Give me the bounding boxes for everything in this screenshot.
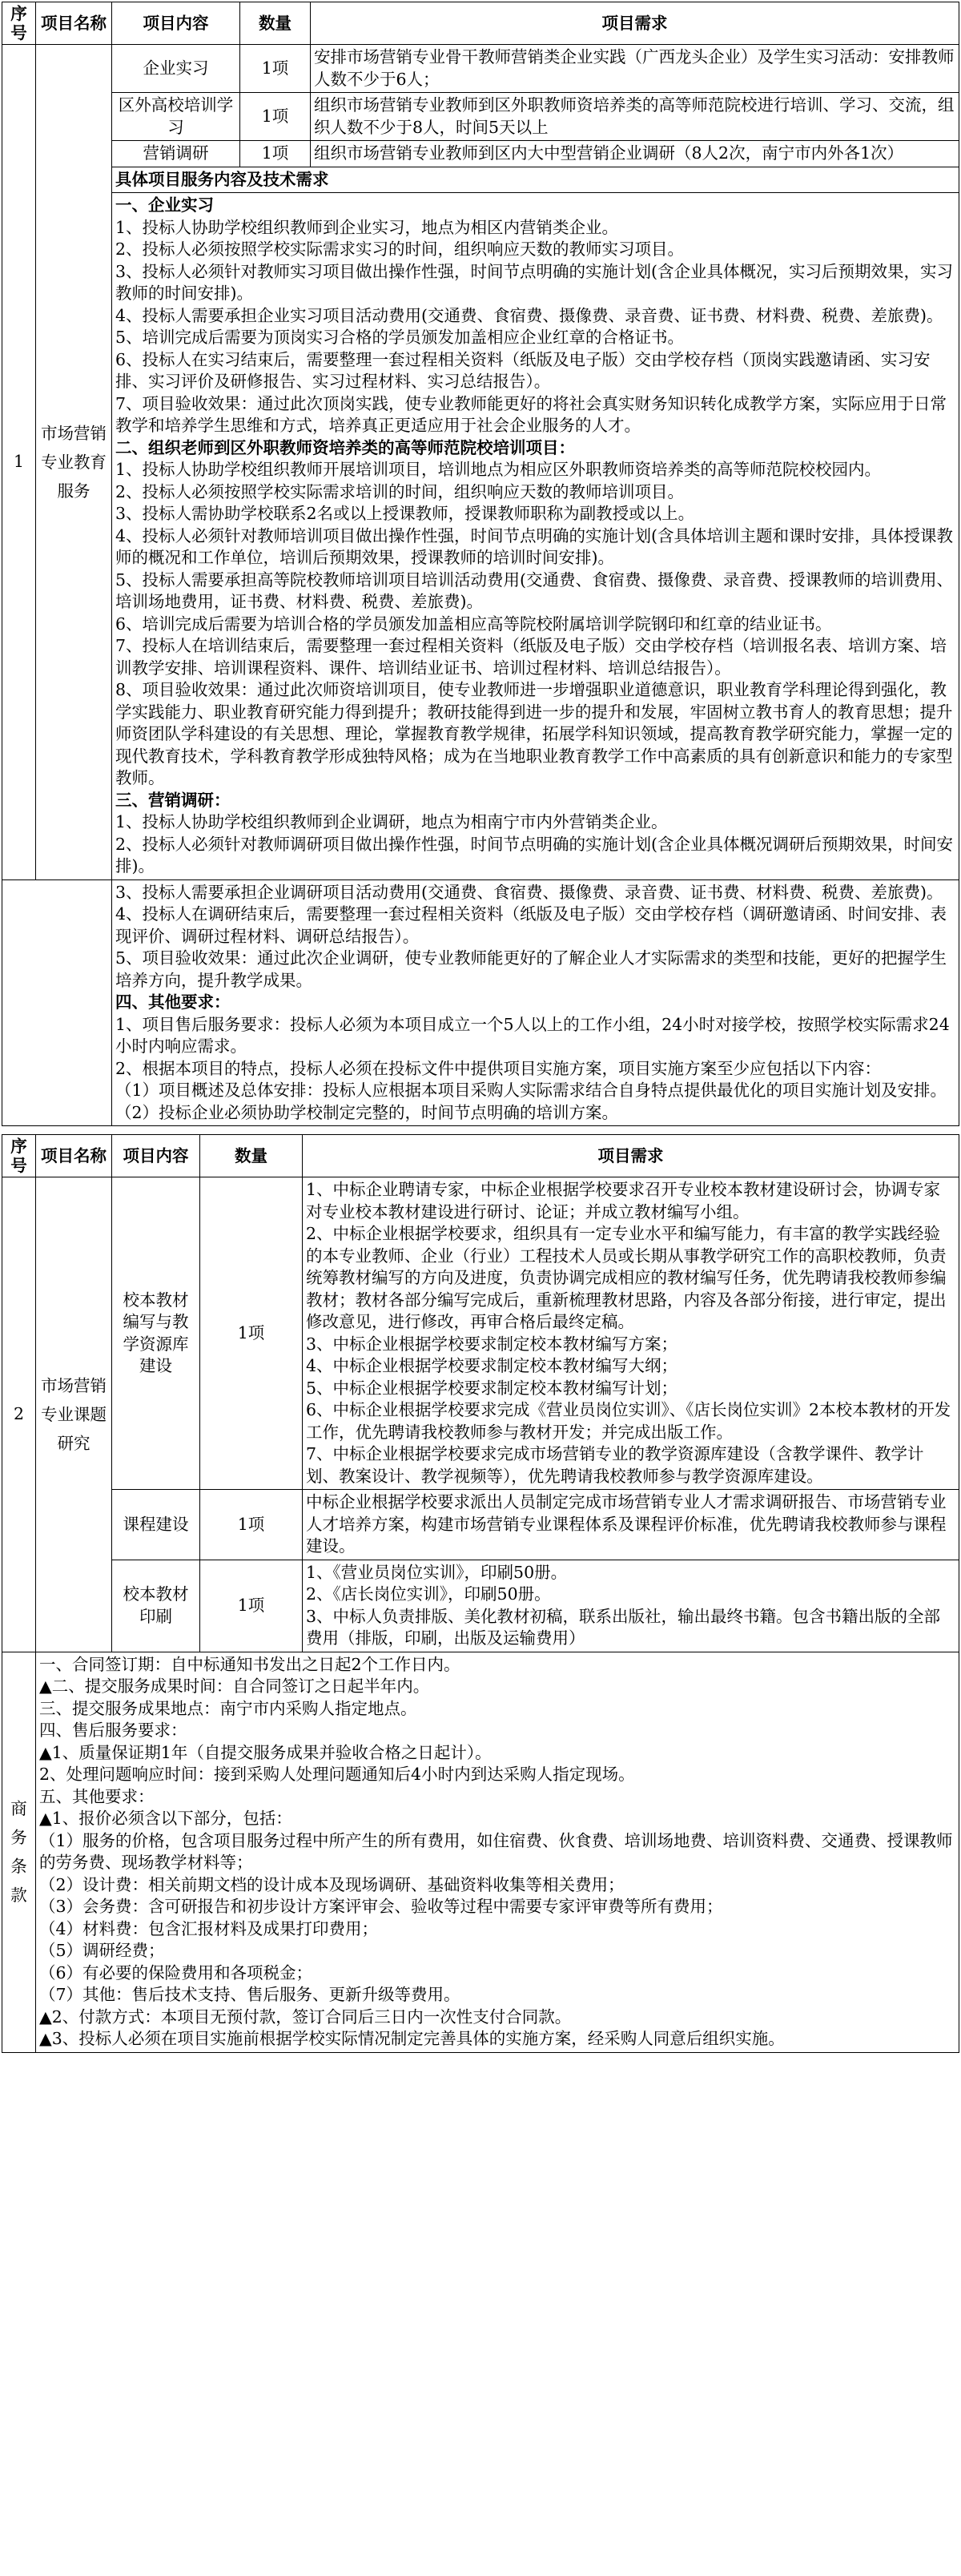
requirement-line: 6、培训完成后需要为培训合格的学员颁发加盖相应高等院校附属培训学院钢印和红章的结业证书。 <box>115 614 832 634</box>
row-qty: 1项 <box>240 93 311 141</box>
requirement-line: 5、投标人需要承担高等院校教师培训项目培训活动费用(交通费、食宿费、摄像费、录音费、授课教师的培训费用、培训场地费用，证书费、材料费、税费、差旅费)。 <box>115 570 954 611</box>
requirement-line: 3、中标人负责排版、美化教材初稿，联系出版社，输出最终书籍。包含书籍出版的全部费用（排版，印刷，出版及运输费用） <box>306 1606 941 1648</box>
row-content: 课程建设 <box>112 1490 200 1560</box>
requirement-line: 3、投标人需要承担企业调研项目活动费用(交通费、食宿费、摄像费、录音费、证书费、材料费、税费、差旅费)。 <box>115 882 943 902</box>
requirement-line: 3、投标人需协助学校联系2名或以上授课教师，授课教师职称为副教授或以上。 <box>115 504 695 523</box>
table-row <box>2 141 959 167</box>
row-req: 组织市场营销专业教师到区外职教师资培养类的高等师范院校进行培训、学习、交流，组织人数不少于8人，时间5天以上 <box>311 93 959 141</box>
table1-header-row <box>2 2 959 45</box>
header-no: 序号 <box>2 1135 36 1177</box>
business-term-line: （1）服务的价格，包含项目服务过程中所产生的所有费用，如住宿费、伙食费、培训场地费、培训资料费、交通费、授课教师的劳务费、现场教学材料等； <box>39 1830 953 1872</box>
requirement-line: 4、投标人需要承担企业实习项目活动费用(交通费、食宿费、摄像费、录音费、证书费、材料费、税费、差旅费)。 <box>115 305 943 325</box>
table-row <box>2 1560 959 1652</box>
continuation-block <box>112 879 959 1126</box>
item-number: 2 <box>2 1177 36 1652</box>
requirement-line: 2、中标企业根据学校要求，组织具有一定专业水平和编写能力，有丰富的教学实践经验的本专业教师、企业（行业）工程技术人员或长期从事教学研究工作的高职校教师，负责统筹教材编写的方向及进度，负责协调完成相应的教材编写任务，优先聘请我校教师参编教材；教材各部分编写完成后，重新梳理教材思路，内容及各部分衔接，进行审定，提出修改意见，进行修改，再审合格后最终定稿。 <box>306 1224 947 1331</box>
requirement-line: 4、投标人在调研结束后，需要整理一套过程相关资料（纸版及电子版）交由学校存档（调研邀请函、时间安排、表现评价、调研过程材料、调研总结报告）。 <box>115 904 947 946</box>
requirement-line: 4、中标企业根据学校要求制定校本教材编写大纲； <box>306 1356 678 1375</box>
detail-lines <box>115 195 955 878</box>
requirement-line: 3、投标人必须针对教师实习项目做出操作性强，时间节点明确的实施计划(含企业具体概况，实习后预期效果，实习教师的时间安排)。 <box>115 261 954 303</box>
business-terms-block <box>36 1652 959 2052</box>
requirement-line: 3、中标企业根据学校要求制定校本教材编写方案； <box>306 1334 678 1354</box>
business-term-line: （5）调研经费； <box>39 1941 165 1960</box>
header-name: 项目名称 <box>36 1135 112 1177</box>
requirement-line: 2、《店长岗位实训》，印刷50册。 <box>306 1584 551 1604</box>
section-heading: 四、其他要求： <box>115 992 231 1012</box>
service-table-1 <box>2 2 959 1126</box>
business-term-line: 四、售后服务要求： <box>39 1721 187 1740</box>
requirement-line: 1、投标人协助学校组织教师到企业实习，地点为相区内营销类企业。 <box>115 217 619 237</box>
row-qty: 1项 <box>240 141 311 167</box>
business-term-line: （7）其他：售后技术支持、售后服务、更新升级等费用。 <box>39 1985 460 2004</box>
detail-title-row <box>2 167 959 193</box>
section-heading: 三、营销调研： <box>115 790 231 810</box>
requirement-line: 1、投标人协助学校组织教师开展培训项目，培训地点为相应区外职教师资培养类的高等师范院校校园内。 <box>115 460 882 479</box>
table-row <box>2 93 959 141</box>
business-term-line: ▲1、质量保证期1年（自提交服务成果并验收合格之日起计）。 <box>39 1742 492 1762</box>
business-term-line: ▲1、报价必须含以下部分，包括： <box>39 1809 292 1828</box>
header-no: 序号 <box>2 2 36 45</box>
detail-row <box>2 193 959 880</box>
business-terms-lines <box>39 1654 955 2051</box>
header-req: 项目需求 <box>303 1135 959 1177</box>
requirement-line: 5、项目验收效果：通过此次企业调研，使专业教师能更好的了解企业人才实际需求的类型和技能，更好的把握学生培养方向，提升教学成果。 <box>115 948 947 990</box>
row-req: 组织市场营销专业教师到区内大中型营销企业调研（8人2次，南宁市内外各1次） <box>311 141 959 167</box>
business-term-line: （2）设计费：相关前期文档的设计成本及现场调研、基础资料收集等相关费用； <box>39 1874 625 1894</box>
requirement-line: 7、项目验收效果：通过此次顶岗实践，使专业教师能更好的将社会真实财务知识转化成教学方案，实际应用于日常教学和培养学生思维和方式，培养真正更适应用于社会企业服务的人才。 <box>115 393 947 435</box>
header-qty: 数量 <box>240 2 311 45</box>
requirement-line: 2、投标人必须针对教师调研项目做出操作性强，时间节点明确的实施计划(含企业具体概况调研后预期效果，时间安排)。 <box>115 834 954 875</box>
section-heading: 二、组织老师到区外职教师资培养类的高等师范院校培训项目： <box>115 437 575 457</box>
table-row <box>2 45 959 93</box>
detail-block <box>112 193 959 880</box>
requirement-line: 中标企业根据学校要求派出人员制定完成市场营销专业人才需求调研报告、市场营销专业人才培养方案，构建市场营销专业课程体系及课程评价标准，优先聘请我校教师参与课程建设。 <box>306 1492 947 1556</box>
row-qty: 1项 <box>200 1560 303 1652</box>
requirement-line: 1、项目售后服务要求：投标人必须为本项目成立一个5人以上的工作小组，24小时对接学校，按照学校实际需求24小时内响应需求。 <box>115 1014 950 1056</box>
document-page <box>2 2 959 2053</box>
empty-cell <box>2 879 112 1126</box>
business-term-line: ▲2、付款方式：本项目无预付款，签订合同后三日内一次性支付合同款。 <box>39 2006 572 2027</box>
continuation-lines <box>115 882 955 1125</box>
header-content: 项目内容 <box>112 2 240 45</box>
requirement-line: （2）投标企业必须协助学校制定完整的，时间节点明确的培训方案。 <box>115 1102 619 1122</box>
requirement-line: 4、投标人必须针对教师培训项目做出操作性强，时间节点明确的实施计划(含具体培训主题和课时安排，具体授课教师的概况和工作单位，培训后预期效果，授课教师的培训时间安排)。 <box>115 525 954 567</box>
business-term-line: （6）有必要的保险费用和各项税金； <box>39 1962 313 1982</box>
table2-header-row <box>2 1135 959 1177</box>
item-number: 1 <box>2 45 36 880</box>
table-row <box>2 1490 959 1560</box>
row-qty: 1项 <box>240 45 311 93</box>
requirement-line: 1、中标企业聘请专家，中标企业根据学校要求召开专业校本教材建设研讨会，协调专家对专业校本教材建设进行研讨、论证；并成立教材编写小组。 <box>306 1180 941 1222</box>
detail-title: 具体项目服务内容及技术需求 <box>112 167 959 193</box>
business-term-line: ▲二、提交服务成果时间：自合同签订之日起半年内。 <box>39 1676 430 1696</box>
table-row <box>2 1177 959 1490</box>
row-content: 营销调研 <box>112 141 240 167</box>
requirement-line: 2、投标人必须按照学校实际需求培训的时间，组织响应天数的教师培训项目。 <box>115 481 685 501</box>
requirement-line: 8、项目验收效果：通过此次师资培训项目，使专业教师进一步增强职业道德意识，职业教育学科理论得到强化，教学实践能力、职业教育研究能力得到提升；教研技能得到进一步的提升和发展，牢固树立教书育人的教育思想；提升师资团队学科建设的有关思想、理论，掌握教育教学规律，拓展学科知识领域，提高教育教学研究能力，掌握一定的现代教育技术，学科教育教学形成独特风格；成为在当地职业教育教学工作中高素质的具有创新意识和能力的专家型教师。 <box>115 680 953 787</box>
requirement-line: 1、投标人协助学校组织教师到企业调研，地点为相南宁市内外营销类企业。 <box>115 812 668 831</box>
business-term-line: （4）材料费：包含汇报材料及成果打印费用； <box>39 1918 379 1938</box>
requirement-line: 6、中标企业根据学校要求完成《营业员岗位实训》、《店长岗位实训》2本校本教材的开发工作，优先聘请我校教师参与教材开发；并完成出版工作。 <box>306 1400 951 1442</box>
requirement-line: 1、《营业员岗位实训》，印刷50册。 <box>306 1562 568 1582</box>
header-qty: 数量 <box>200 1135 303 1177</box>
header-content: 项目内容 <box>112 1135 200 1177</box>
header-name: 项目名称 <box>36 2 112 45</box>
business-terms-label: 商务条款 <box>2 1652 36 2052</box>
item-name: 市场营销专业教育服务 <box>36 45 112 880</box>
row-qty: 1项 <box>200 1490 303 1560</box>
business-term-line: 五、其他要求： <box>39 1786 155 1806</box>
business-terms-row <box>2 1652 959 2052</box>
item-name: 市场营销专业课题研究 <box>36 1177 112 1652</box>
row-req <box>303 1177 959 1490</box>
row-content: 区外高校培训学习 <box>112 93 240 141</box>
business-term-line: 三、提交服务成果地点：南宁市内采购人指定地点。 <box>39 1698 417 1718</box>
row-req <box>303 1560 959 1652</box>
header-req: 项目需求 <box>311 2 959 45</box>
row-content: 校本教材印刷 <box>112 1560 200 1652</box>
section-heading: 一、企业实习 <box>115 195 214 215</box>
row-content: 校本教材编写与教学资源库建设 <box>112 1177 200 1490</box>
requirement-line: 2、投标人必须按照学校实际需求实习的时间，组织响应天数的教师实习项目。 <box>115 239 685 259</box>
continuation-row <box>2 879 959 1126</box>
requirement-line: 5、中标企业根据学校要求制定校本教材编写计划； <box>306 1378 678 1398</box>
row-qty: 1项 <box>200 1177 303 1490</box>
business-term-line: 2、处理问题响应时间：接到采购人处理问题通知后4小时内到达采购人指定现场。 <box>39 1765 635 1784</box>
row-req: 安排市场营销专业骨干教师营销类企业实践（广西龙头企业）及学生实习活动：安排教师人数不少于6人； <box>311 45 959 93</box>
requirement-line: 7、中标企业根据学校要求完成市场营销专业的教学资源库建设（含教学课件、教学计划、教案设计、教学视频等），优先聘请我校教师参与教学资源库建设。 <box>306 1444 924 1486</box>
requirement-line: 7、投标人在培训结束后，需要整理一套过程相关资料（纸版及电子版）交由学校存档（培训报名表、培训方案、培训教学安排、培训课程资料、课件、培训结业证书、培训过程材料、培训总结报告）。 <box>115 636 947 678</box>
requirement-line: 6、投标人在实习结束后，需要整理一套过程相关资料（纸版及电子版）交由学校存档（顶岗实践邀请函、实习安排、实习评价及研修报告、实习过程材料、实习总结报告）。 <box>115 349 931 391</box>
business-term-line: ▲3、投标人必须在项目实施前根据学校实际情况制定完善具体的实施方案，经采购人同意后组织实施。 <box>39 2029 785 2048</box>
row-content: 企业实习 <box>112 45 240 93</box>
service-table-2 <box>2 1134 959 2053</box>
business-term-line: （3）会务费：含可研报告和初步设计方案评审会、验收等过程中需要专家评审费等所有费用； <box>39 1897 723 1916</box>
row-req <box>303 1490 959 1560</box>
requirement-line: 5、培训完成后需要为顶岗实习合格的学员颁发加盖相应企业红章的合格证书。 <box>115 328 685 347</box>
requirement-line: 2、根据本项目的特点，投标人必须在投标文件中提供项目实施方案，项目实施方案至少应包括以下内容： <box>115 1058 882 1078</box>
requirement-line: （1）项目概述及总体安排：投标人应根据本项目采购人实际需求结合自身特点提供最优化的项目实施计划及安排。 <box>115 1081 947 1100</box>
business-term-line: 一、合同签订期：自中标通知书发出之日起2个工作日内。 <box>39 1654 460 1674</box>
